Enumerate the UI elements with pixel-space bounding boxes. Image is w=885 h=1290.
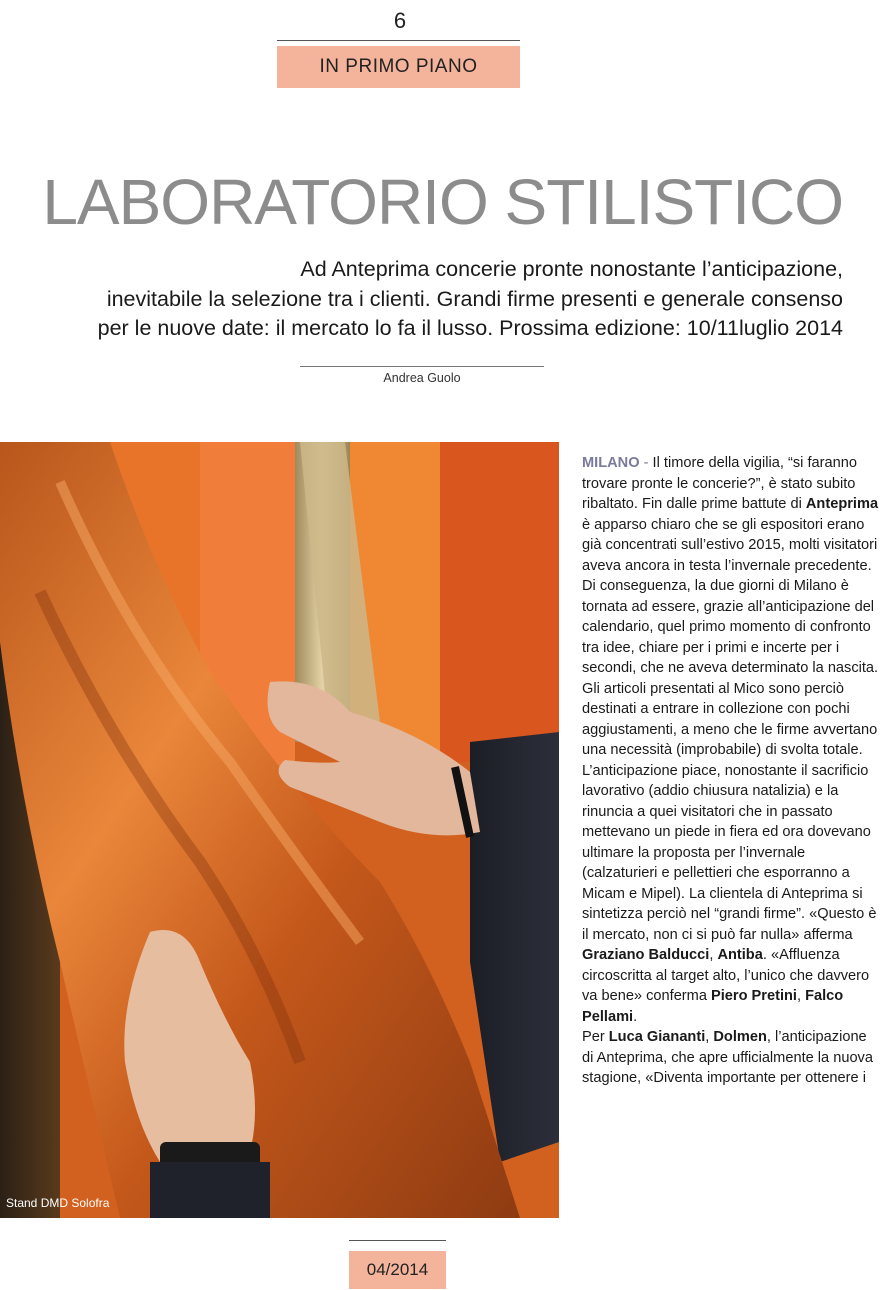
photo-caption: Stand DMD Solofra xyxy=(6,1196,110,1210)
body-text: è apparso chiaro che se gli espositori erano già concentrati sull’estivo 2015, molti visitatori aveva ancora in testa l’invernale precedente. Di conseguenza, la due giorni di Milano è tornata ad essere, grazie all’anticipazione del calendario, quel primo momento di confronto tra idee, chiare per i primi e incerte per i secondi, che ne aveva determinato la nascita. Gli articoli presentati al Mico sono perciò destinati a entrare in collezione con pochi aggiustamenti, a meno che le firme avvertano una necessità (improbabile) di svolta totale. xyxy=(582,516,879,758)
author-byline: Andrea Guolo xyxy=(383,371,461,385)
page-number: 6 xyxy=(393,8,407,33)
body-bold: Antiba xyxy=(717,947,763,963)
body-paragraph xyxy=(582,453,882,761)
subtitle-line: Ad Anteprima concerie pronte nonostante l’anticipazione, xyxy=(300,257,843,281)
leather-hides-illustration xyxy=(0,442,559,1218)
article-subtitle xyxy=(43,255,843,344)
body-bold: Dolmen xyxy=(713,1029,767,1045)
body-bold: Graziano Balducci xyxy=(582,947,710,963)
body-text: . xyxy=(633,1008,638,1025)
body-text: , xyxy=(709,947,718,963)
footer-divider xyxy=(349,1240,446,1241)
body-bold: Luca Giananti xyxy=(608,1029,706,1045)
body-bold: Piero Pretini xyxy=(711,988,797,1004)
subtitle-line: per le nuove date: il mercato lo fa il lusso. Prossima edizione: 10/11luglio 2014 xyxy=(97,316,843,340)
dateline: MILANO xyxy=(582,455,640,471)
article-body xyxy=(582,453,882,1089)
body-bold: Falco Pellami xyxy=(582,988,844,1025)
body-text: , l’anticipazione di Anteprima, che apre ufficialmente la nuova stagione, «Diventa importante per ottenere i xyxy=(582,1029,873,1086)
body-text: , xyxy=(796,988,806,1004)
article-title: LABORATORIO STILISTICO xyxy=(42,166,843,238)
author-divider xyxy=(300,366,544,367)
body-text: L’anticipazione piace, nonostante il sacrificio lavorativo (addio chiusura natalizia) e la rinuncia a quei visitatori che in passato mettevano un piede in fiera ed ora dovevano ultimare la proposta per l’invernale (calzaturieri e pellettieri che esporranno a Micam e Mipel). La clientela di Anteprima si sintetizza perciò nel “grandi firme”. «Questo è il mercato, non ci si può far nulla» afferma xyxy=(582,762,877,943)
section-label: IN PRIMO PIANO xyxy=(277,46,520,88)
body-paragraph xyxy=(582,761,882,1028)
dateline-separator: - xyxy=(639,455,653,471)
body-text: Per xyxy=(582,1029,609,1045)
body-text: , xyxy=(705,1029,714,1045)
body-paragraph xyxy=(582,1027,882,1089)
body-text: . «Affluenza circoscritta al target alto, l’unico che davvero va bene» conferma xyxy=(582,947,870,1004)
issue-date: 04/2014 xyxy=(349,1251,446,1289)
body-text: Il timore della vigilia, “si faranno trovare pronte le concerie?”, è stato subito ribaltato. Fin dalle prime battute di xyxy=(582,455,857,512)
section-divider xyxy=(277,40,520,41)
subtitle-line: inevitabile la selezione tra i clienti. Grandi firme presenti e generale consenso xyxy=(106,286,843,311)
body-bold: Anteprima xyxy=(805,496,879,512)
article-photo xyxy=(0,442,559,1218)
